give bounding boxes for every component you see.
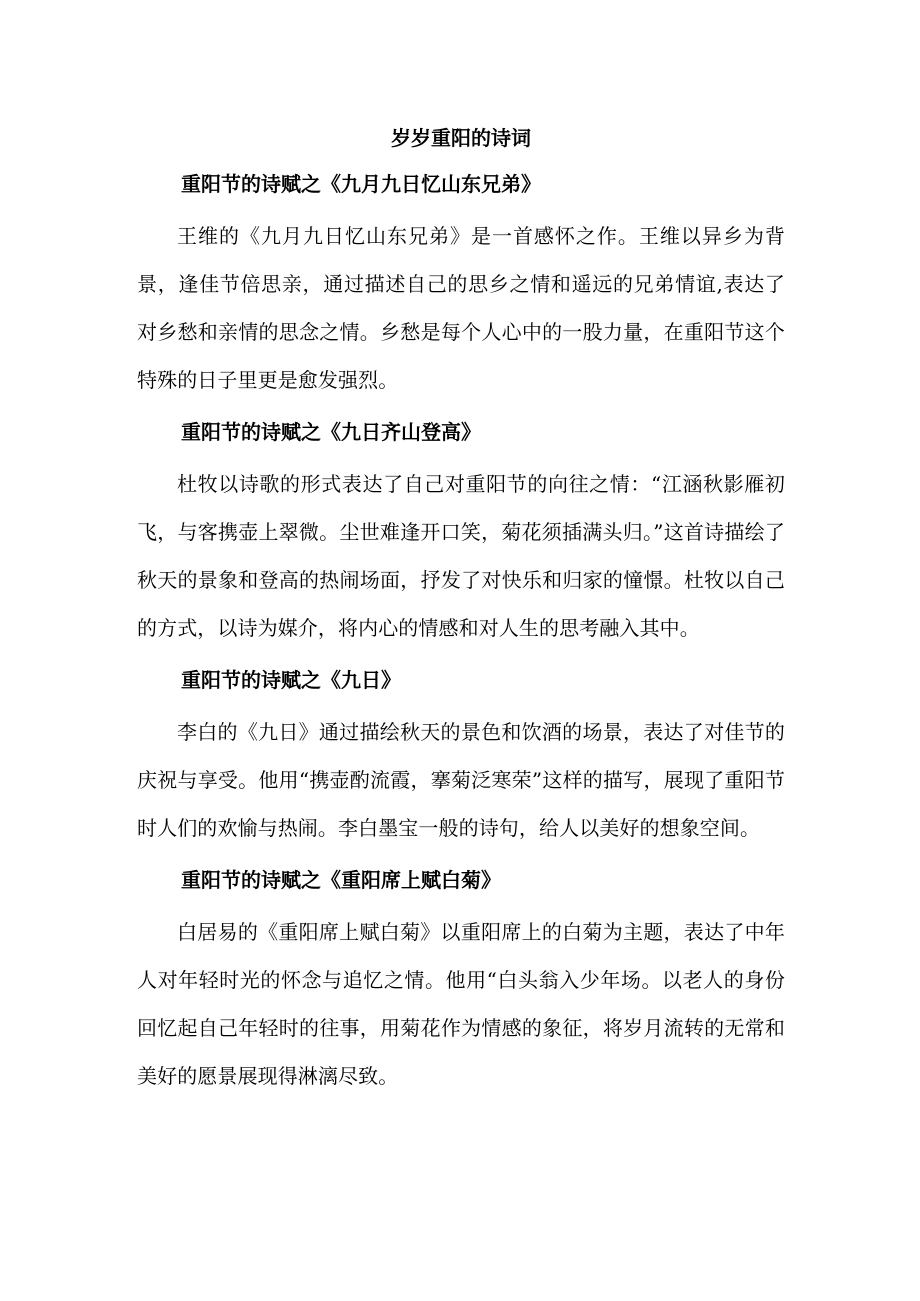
document-page bbox=[137, 120, 785, 1110]
section-heading: 重阳节的诗赋之《重阳席上赋白菊》 bbox=[181, 868, 501, 892]
section-heading: 重阳节的诗赋之《九日齐山登高》 bbox=[181, 420, 481, 444]
section-paragraph: 王维的《九月九日忆山东兄弟》是一首感怀之作。王维以异乡为背景，逢佳节倍思亲，通过描述自己的思乡之情和遥远的兄弟情谊,表达了对乡愁和亲情的思念之情。乡愁是每个人心中的一股力量，在重阳节这个特殊的日子里更是愈发强烈。 bbox=[137, 224, 785, 392]
section-paragraph: 李白的《九日》通过描绘秋天的景色和饮酒的场景，表达了对佳节的庆祝与享受。他用“携壶酌流霞，搴菊泛寒荣”这样的描写，展现了重阳节时人们的欢愉与热闹。李白墨宝一般的诗句，给人以美好的想象空间。 bbox=[137, 720, 785, 840]
section-jiuyue-jiuri bbox=[137, 166, 785, 404]
document-title: 岁岁重阳的诗词 bbox=[391, 126, 531, 150]
section-baiju bbox=[137, 862, 785, 1100]
section-paragraph: 白居易的《重阳席上赋白菊》以重阳席上的白菊为主题，表达了中年人对年轻时光的怀念与追忆之情。他用“白头翁入少年场。以老人的身份回忆起自己年轻时的往事，用菊花作为情感的象征，将岁月流转的无常和美好的愿景展现得淋漓尽致。 bbox=[137, 920, 785, 1088]
section-jiuri-qishan bbox=[137, 414, 785, 652]
section-jiuri bbox=[137, 662, 785, 852]
section-heading: 重阳节的诗赋之《九日》 bbox=[181, 668, 401, 692]
section-heading: 重阳节的诗赋之《九月九日忆山东兄弟》 bbox=[181, 172, 541, 196]
section-paragraph: 杜牧以诗歌的形式表达了自己对重阳节的向往之情：“江涵秋影雁初飞，与客携壶上翠微。尘世难逢开口笑，菊花须插满头归。”这首诗描绘了秋天的景象和登高的热闹场面，抒发了对快乐和归家的憧憬。杜牧以自己的方式，以诗为媒介，将内心的情感和对人生的思考融入其中。 bbox=[137, 472, 785, 640]
